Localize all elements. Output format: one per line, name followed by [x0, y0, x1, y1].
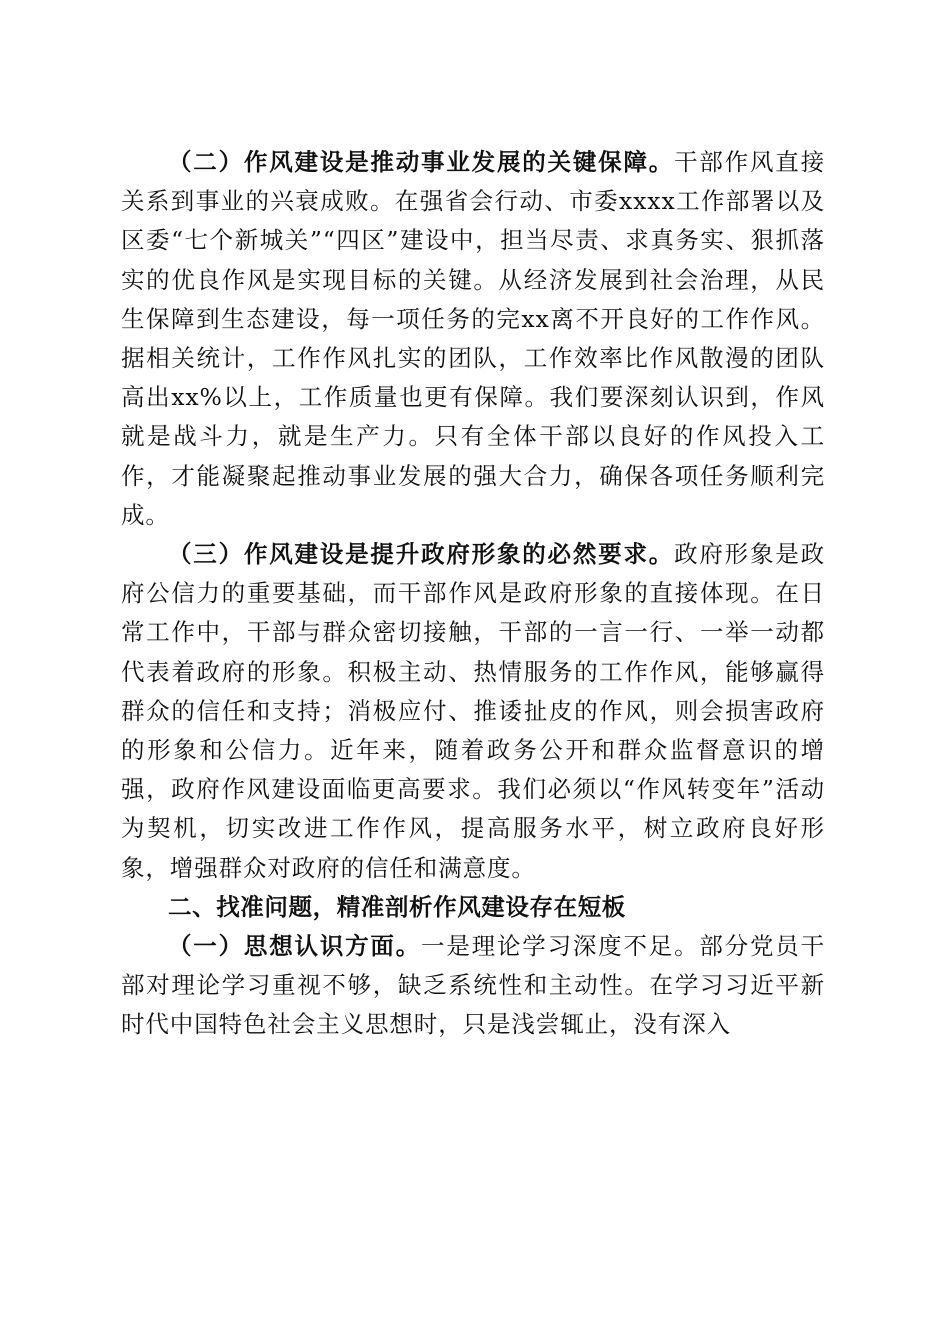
- paragraph-text: 干部作风直接关系到事业的兴衰成败。在强省会行动、市委xxxx工作部署以及区委“七个新城关”“四区”建设中，担当尽责、求真务实、狠抓落实的优良作风是实现目标的关键。从经济发展到社会治理，从民生保障到生态建设，每一项任务的完xx离不开良好的工作作风。据相关统计，工作作风扎实的团队，工作效率比作风散漫的团队高出xx%以上，工作质量也更有保障。我们要深刻认识到，作风就是战斗力，就是生产力。只有全体干部以良好的作风投入工作，才能凝聚起推动事业发展的强大合力，确保各项任务顺利完成。: [121, 148, 825, 529]
- section-heading: 二、找准问题，精准剖析作风建设存在短板: [168, 892, 626, 921]
- document-body: [121, 143, 825, 1045]
- paragraph-section-1-2: [121, 143, 825, 535]
- paragraph-text: 政府形象是政府公信力的重要基础，而干部作风是政府形象的直接体现。在日常工作中，干部与群众密切接触，干部的一言一行、一举一动都代表着政府的形象。积极主动、热情服务的工作作风，能够赢得群众的信任和支持；消极应付、推诿扯皮的作风，则会损害政府的形象和公信力。近年来，随着政务公开和群众监督意识的增强，政府作风建设面临更高要求。我们必须以“作风转变年”活动为契机，切实改进工作作风，提高服务水平，树立政府良好形象，增强群众对政府的信任和满意度。: [121, 540, 825, 882]
- paragraph-section-1-3: [121, 535, 825, 888]
- paragraph-lead: （三）作风建设是提升政府形象的必然要求。: [168, 540, 675, 569]
- paragraph-text: 一是理论学习深度不足。部分党员干部对理论学习重视不够，缺乏系统性和主动性。在学习习近平新时代中国特色社会主义思想时，只是浅尝辄止，没有深入: [121, 932, 826, 1039]
- paragraph-lead: （二）作风建设是推动事业发展的关键保障。: [168, 148, 675, 176]
- paragraph-section-2-1: [121, 927, 825, 1045]
- paragraph-lead: （一）思想认识方面。: [168, 932, 422, 961]
